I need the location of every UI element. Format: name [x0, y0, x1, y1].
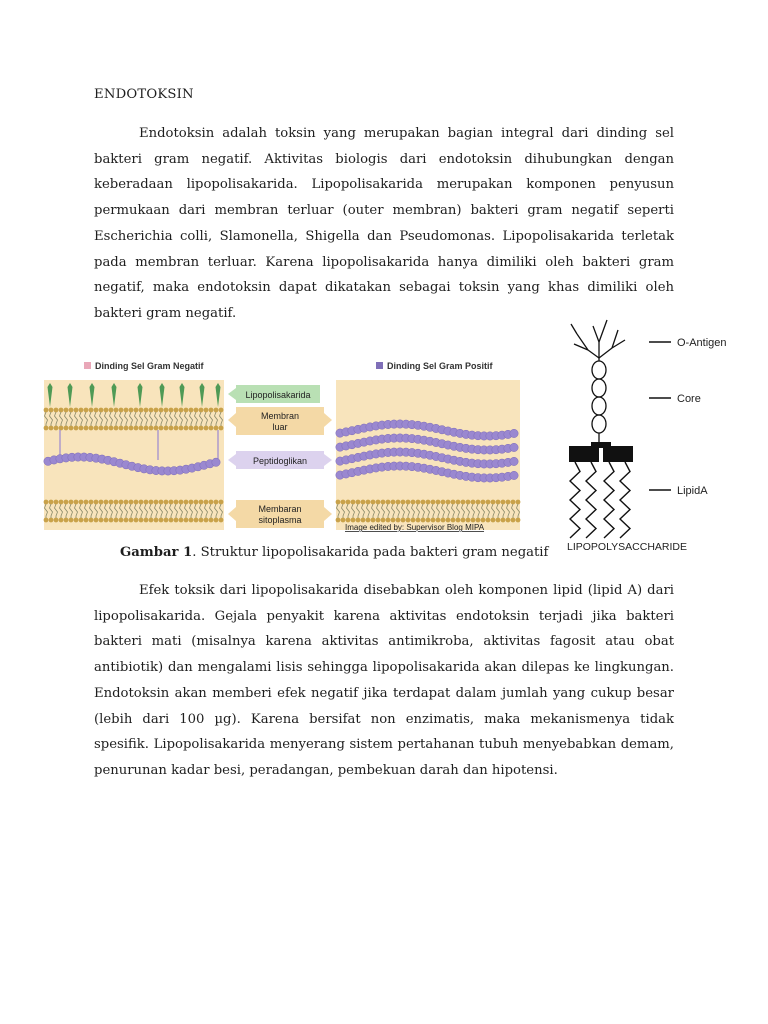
outer-lipid-head: [169, 426, 174, 431]
pos-cyto-lipid-head: [466, 518, 471, 523]
pos-cyto-lipid-head: [441, 518, 446, 523]
pos-cyto-lipid-head: [426, 500, 431, 505]
neg-cyto-lipid-head: [159, 518, 164, 523]
outer-lipid-head: [44, 408, 49, 413]
outer-lipid-head: [149, 426, 154, 431]
neg-cyto-lipid-head: [164, 500, 169, 505]
neg-cyto-lipid-head: [204, 518, 209, 523]
outer-lipid-head: [214, 408, 219, 413]
svg-text:LipidA: LipidA: [677, 485, 708, 497]
pos-cyto-lipid-head: [491, 518, 496, 523]
core-sugar-unit: [592, 397, 606, 415]
pos-cyto-lipid-head: [356, 500, 361, 505]
lps-title: LIPOPOLYSACCHARIDE: [567, 541, 688, 553]
pos-cyto-lipid-head: [456, 500, 461, 505]
outer-lipid-head: [104, 408, 109, 413]
pos-cyto-lipid-head: [481, 500, 486, 505]
pos-cyto-lipid-head: [441, 500, 446, 505]
pos-cyto-lipid-head: [386, 518, 391, 523]
pos-cyto-lipid-head: [361, 518, 366, 523]
pos-cyto-lipid-head: [411, 518, 416, 523]
pos-cyto-lipid-head: [501, 518, 506, 523]
neg-cyto-lipid-head: [209, 500, 214, 505]
neg-cyto-lipid-head: [69, 518, 74, 523]
outer-lipid-head: [134, 408, 139, 413]
pos-cyto-lipid-head: [406, 500, 411, 505]
pos-cyto-lipid-head: [351, 518, 356, 523]
outer-lipid-head: [139, 426, 144, 431]
neg-cyto-lipid-head: [109, 518, 114, 523]
outer-lipid-head: [109, 408, 114, 413]
outer-lipid-head: [184, 426, 189, 431]
outer-lipid-head: [204, 426, 209, 431]
neg-cyto-lipid-head: [94, 500, 99, 505]
pos-cyto-lipid-head: [416, 518, 421, 523]
outer-lipid-head: [94, 426, 99, 431]
pos-cyto-lipid-head: [336, 518, 341, 523]
outer-lipid-head: [124, 408, 129, 413]
neg-cyto-lipid-head: [69, 500, 74, 505]
neg-cyto-lipid-head: [54, 500, 59, 505]
outer-lipid-head: [134, 426, 139, 431]
label-o-antigen: [649, 337, 727, 349]
pos-cyto-lipid-head: [491, 500, 496, 505]
lipid-a-fatty-acid-tails: [570, 462, 630, 538]
pos-cyto-lipid-head: [391, 518, 396, 523]
pos-cyto-lipid-head: [496, 518, 501, 523]
neg-cyto-lipid-head: [49, 500, 54, 505]
pos-cyto-lipid-head: [471, 518, 476, 523]
pos-cyto-lipid-head: [376, 518, 381, 523]
legend-negative-swatch: [84, 362, 91, 369]
pos-cyto-lipid-head: [486, 518, 491, 523]
pos-cyto-lipid-head: [486, 500, 491, 505]
neg-cyto-lipid-head: [59, 518, 64, 523]
neg-cyto-lipid-head: [199, 500, 204, 505]
svg-text:luar: luar: [272, 422, 288, 432]
pos-cyto-lipid-head: [511, 500, 516, 505]
fatty-acid-tail: [570, 462, 580, 538]
outer-lipid-head: [179, 408, 184, 413]
fatty-acid-tail: [586, 462, 596, 538]
pos-cyto-lipid-head: [516, 500, 521, 505]
pos-cyto-lipid-head: [506, 500, 511, 505]
outer-lipid-head: [164, 408, 169, 413]
outer-lipid-head: [84, 426, 89, 431]
label-core: [649, 393, 701, 405]
legend-negative-label: Dinding Sel Gram Negatif: [95, 361, 204, 371]
outer-lipid-head: [64, 426, 69, 431]
outer-lipid-head: [154, 426, 159, 431]
neg-cyto-lipid-head: [194, 518, 199, 523]
outer-lipid-head: [119, 408, 124, 413]
outer-lipid-head: [49, 408, 54, 413]
pos-cyto-lipid-head: [376, 500, 381, 505]
outer-lipid-head: [59, 426, 64, 431]
outer-lipid-head: [209, 408, 214, 413]
neg-cyto-lipid-head: [44, 500, 49, 505]
label-lipid-a: [649, 485, 708, 497]
outer-lipid-head: [159, 408, 164, 413]
pos-cyto-lipid-head: [451, 500, 456, 505]
neg-cyto-lipid-head: [184, 500, 189, 505]
neg-cyto-lipid-head: [204, 500, 209, 505]
neg-cyto-lipid-head: [124, 500, 129, 505]
neg-cyto-lipid-head: [79, 518, 84, 523]
core-sugar-chain: [592, 358, 606, 442]
neg-cyto-lipid-head: [109, 500, 114, 505]
outer-lipid-head: [129, 426, 134, 431]
neg-cyto-lipid-head: [154, 500, 159, 505]
outer-lipid-head: [174, 426, 179, 431]
pos-cyto-lipid-head: [381, 500, 386, 505]
neg-cyto-lipid-head: [129, 500, 134, 505]
pos-cyto-lipid-head: [476, 500, 481, 505]
outer-lipid-head: [209, 426, 214, 431]
neg-cyto-lipid-head: [144, 518, 149, 523]
pos-cyto-lipid-head: [356, 518, 361, 523]
caption-label: Gambar 1: [120, 545, 193, 560]
neg-cyto-lipid-head: [194, 500, 199, 505]
cell-wall-diagram: [40, 352, 523, 532]
pos-cyto-lipid-head: [366, 518, 371, 523]
paragraph-intro-text: Endotoksin adalah toksin yang merupakan bagian integral dari dinding sel bakteri gram negatif. Aktivitas biologis dari endotoksin dihubungkan dengan keberadaan lipopolisakarida. Lipopolisakarida merupakan komponen penyusun permukaan dari membran terluar (outer membran) bakteri gram negatif seperti Escherichia colli, Slamonella, Shigella dan Pseudomonas. Lipopolisakarida terletak pada membran terluar. Karena lipopolisakarida hanya dimiliki oleh bakteri gram negatif, maka endotoksin dapat dikatakan sebagai toksin yang khas dimiliki oleh bakteri gram negatif.: [94, 126, 674, 321]
outer-lipid-head: [69, 426, 74, 431]
pos-cyto-lipid-head: [416, 500, 421, 505]
neg-cyto-lipid-head: [114, 500, 119, 505]
svg-text:sitoplasma: sitoplasma: [258, 515, 302, 525]
pos-cyto-lipid-head: [456, 518, 461, 523]
pos-cyto-lipid-head: [476, 518, 481, 523]
outer-lipid-head: [99, 426, 104, 431]
neg-cyto-lipid-head: [149, 518, 154, 523]
neg-cyto-lipid-head: [209, 518, 214, 523]
outer-lipid-head: [84, 408, 89, 413]
svg-text:Core: Core: [677, 393, 701, 405]
pos-cyto-lipid-head: [351, 500, 356, 505]
peptidoglycan-bead: [510, 457, 518, 465]
fatty-acid-tail: [620, 462, 630, 538]
outer-lipid-head: [189, 426, 194, 431]
neg-cyto-lipid-head: [104, 518, 109, 523]
neg-cyto-lipid-head: [84, 500, 89, 505]
neg-cyto-lipid-head: [129, 518, 134, 523]
pos-cyto-lipid-head: [421, 518, 426, 523]
outer-lipid-head: [159, 426, 164, 431]
outer-lipid-head: [74, 408, 79, 413]
neg-cyto-lipid-head: [49, 518, 54, 523]
outer-lipid-head: [124, 426, 129, 431]
neg-cyto-lipid-head: [44, 518, 49, 523]
neg-cyto-lipid-head: [104, 500, 109, 505]
label-lipopolisakarida: [228, 385, 320, 403]
pos-cyto-lipid-head: [336, 500, 341, 505]
neg-cyto-lipid-head: [89, 518, 94, 523]
outer-lipid-head: [169, 408, 174, 413]
outer-lipid-head: [179, 426, 184, 431]
core-sugar-unit: [592, 415, 606, 433]
outer-lipid-head: [129, 408, 134, 413]
outer-lipid-head: [194, 408, 199, 413]
outer-lipid-head: [79, 408, 84, 413]
outer-lipid-head: [154, 408, 159, 413]
document-title: ENDOTOKSIN: [94, 87, 194, 102]
neg-cyto-lipid-head: [64, 500, 69, 505]
outer-lipid-head: [114, 408, 119, 413]
outer-lipid-head: [144, 408, 149, 413]
outer-lipid-head: [144, 426, 149, 431]
peptidoglycan-bead: [510, 429, 518, 437]
neg-cyto-lipid-head: [169, 518, 174, 523]
pos-cyto-lipid-head: [436, 500, 441, 505]
neg-cyto-lipid-head: [214, 518, 219, 523]
outer-lipid-head: [109, 426, 114, 431]
pos-cyto-lipid-head: [451, 518, 456, 523]
neg-cyto-lipid-head: [219, 500, 224, 505]
neg-cyto-lipid-head: [174, 500, 179, 505]
neg-cyto-lipid-head: [99, 500, 104, 505]
neg-cyto-lipid-head: [154, 518, 159, 523]
lipid-a-block: [569, 442, 633, 462]
pos-cyto-lipid-head: [436, 518, 441, 523]
paragraph-effects: [94, 578, 674, 784]
pos-cyto-lipid-head: [371, 518, 376, 523]
neg-cyto-lipid-head: [134, 518, 139, 523]
svg-text:Membran: Membran: [260, 411, 300, 421]
outer-lipid-head: [114, 426, 119, 431]
outer-lipid-head: [89, 408, 94, 413]
neg-cyto-lipid-head: [179, 500, 184, 505]
svg-text:Peptidoglikan: Peptidoglikan: [252, 456, 308, 466]
outer-lipid-head: [149, 408, 154, 413]
pos-cyto-lipid-head: [361, 500, 366, 505]
pos-cyto-lipid-head: [496, 500, 501, 505]
neg-cyto-lipid-head: [219, 518, 224, 523]
outer-lipid-head: [104, 426, 109, 431]
label-peptidoglikan: [228, 451, 332, 469]
pos-cyto-lipid-head: [501, 500, 506, 505]
outer-lipid-head: [89, 426, 94, 431]
core-sugar-unit: [592, 379, 606, 397]
neg-cyto-lipid-head: [139, 518, 144, 523]
neg-cyto-lipid-head: [134, 500, 139, 505]
pos-cyto-lipid-head: [431, 518, 436, 523]
caption-text: . Struktur lipopolisakarida pada bakteri gram negatif: [192, 545, 549, 560]
neg-cyto-lipid-head: [114, 518, 119, 523]
neg-cyto-lipid-head: [94, 518, 99, 523]
neg-cyto-lipid-head: [179, 518, 184, 523]
pos-cyto-lipid-head: [461, 500, 466, 505]
neg-cyto-lipid-head: [99, 518, 104, 523]
outer-lipid-head: [174, 408, 179, 413]
outer-lipid-head: [199, 408, 204, 413]
pos-cyto-lipid-head: [391, 500, 396, 505]
neg-cyto-lipid-head: [54, 518, 59, 523]
label-membaran-sitoplasma: [228, 500, 332, 528]
outer-lipid-head: [219, 408, 224, 413]
pos-cyto-lipid-head: [396, 518, 401, 523]
pos-cyto-lipid-head: [431, 500, 436, 505]
paragraph-effects-text: Efek toksik dari lipopolisakarida disebabkan oleh komponen lipid (lipid A) dari lipopolisakarida. Gejala penyakit karena aktivitas endotoksin terjadi jika bakteri bakteri mati (misalnya karena aktivitas antimikroba, aktivitas fagosit atau obat antibiotik) dan mengalami lisis sehingga lipopolisakarida akan dilepas ke lingkungan. Endotoksin akan memberi efek negatif jika terdapat dalam jumlah yang cukup besar (lebih dari 100 µg). Karena bersifat non enzimatis, maka mekanismenya tidak spesifik. Lipopolisakarida menyerang sistem pertahanan tubuh menyebabkan demam, penurunan kadar besi, peradangan, pembekuan darah dan hipotensi.: [94, 583, 674, 778]
neg-cyto-lipid-head: [159, 500, 164, 505]
neg-cyto-lipid-head: [164, 518, 169, 523]
neg-cyto-lipid-head: [214, 500, 219, 505]
pos-cyto-lipid-head: [446, 518, 451, 523]
legend-positive-label: Dinding Sel Gram Positif: [387, 361, 493, 371]
neg-cyto-lipid-head: [199, 518, 204, 523]
pos-cyto-lipid-head: [386, 500, 391, 505]
outer-lipid-head: [119, 426, 124, 431]
pos-cyto-lipid-head: [401, 500, 406, 505]
neg-cyto-lipid-head: [124, 518, 129, 523]
image-credit: Image edited by: Supervisor Blog MIPA: [345, 523, 485, 532]
outer-lipid-head: [54, 426, 59, 431]
neg-cyto-lipid-head: [189, 518, 194, 523]
pos-cyto-lipid-head: [406, 518, 411, 523]
pos-cyto-lipid-head: [346, 518, 351, 523]
pos-cyto-lipid-head: [346, 500, 351, 505]
o-antigen-branches-icon: [571, 320, 625, 358]
outer-lipid-head: [69, 408, 74, 413]
lps-structure-diagram: [555, 312, 755, 556]
neg-cyto-lipid-head: [89, 500, 94, 505]
neg-cyto-lipid-head: [74, 518, 79, 523]
peptidoglycan-bead: [510, 443, 518, 451]
pos-cyto-lipid-head: [461, 518, 466, 523]
outer-lipid-head: [94, 408, 99, 413]
outer-lipid-head: [54, 408, 59, 413]
neg-cyto-lipid-head: [64, 518, 69, 523]
pos-cyto-lipid-head: [506, 518, 511, 523]
pos-cyto-lipid-head: [381, 518, 386, 523]
neg-cyto-lipid-head: [174, 518, 179, 523]
neg-cyto-lipid-head: [119, 500, 124, 505]
peptidoglycan-bead: [510, 471, 518, 479]
pos-cyto-lipid-head: [481, 518, 486, 523]
pos-cyto-lipid-head: [516, 518, 521, 523]
outer-lipid-head: [204, 408, 209, 413]
neg-cyto-lipid-head: [184, 518, 189, 523]
outer-lipid-head: [184, 408, 189, 413]
outer-lipid-head: [44, 426, 49, 431]
svg-text:O-Antigen: O-Antigen: [677, 337, 727, 349]
pos-cyto-lipid-head: [371, 500, 376, 505]
outer-lipid-head: [194, 426, 199, 431]
legend-positive-swatch: [376, 362, 383, 369]
core-sugar-unit: [592, 361, 606, 379]
pos-cyto-lipid-head: [426, 518, 431, 523]
pos-cyto-lipid-head: [446, 500, 451, 505]
paragraph-intro: [94, 121, 674, 327]
neg-cyto-lipid-head: [74, 500, 79, 505]
outer-lipid-head: [49, 426, 54, 431]
outer-lipid-head: [189, 408, 194, 413]
label-membran-luar: [228, 407, 332, 435]
peptidoglycan-bead: [212, 458, 220, 466]
pos-cyto-lipid-head: [396, 500, 401, 505]
pos-cyto-lipid-head: [466, 500, 471, 505]
svg-text:Lipopolisakarida: Lipopolisakarida: [245, 390, 311, 400]
pos-cyto-lipid-head: [341, 518, 346, 523]
figure-caption: [120, 545, 548, 560]
fatty-acid-tail: [604, 462, 614, 538]
neg-cyto-lipid-head: [169, 500, 174, 505]
neg-cyto-lipid-head: [84, 518, 89, 523]
outer-lipid-head: [99, 408, 104, 413]
outer-lipid-head: [214, 426, 219, 431]
neg-cyto-lipid-head: [59, 500, 64, 505]
outer-lipid-head: [164, 426, 169, 431]
pos-cyto-lipid-head: [401, 518, 406, 523]
outer-lipid-head: [79, 426, 84, 431]
pos-cyto-lipid-head: [411, 500, 416, 505]
pos-cyto-lipid-head: [341, 500, 346, 505]
neg-cyto-lipid-head: [144, 500, 149, 505]
pos-cyto-lipid-head: [471, 500, 476, 505]
outer-lipid-head: [74, 426, 79, 431]
outer-lipid-head: [64, 408, 69, 413]
svg-text:Membaran: Membaran: [258, 504, 302, 514]
neg-cyto-lipid-head: [149, 500, 154, 505]
neg-cyto-lipid-head: [189, 500, 194, 505]
neg-cyto-lipid-head: [139, 500, 144, 505]
neg-cyto-lipid-head: [79, 500, 84, 505]
pos-cyto-lipid-head: [421, 500, 426, 505]
outer-lipid-head: [219, 426, 224, 431]
neg-cyto-lipid-head: [119, 518, 124, 523]
pos-cyto-lipid-head: [366, 500, 371, 505]
outer-lipid-head: [139, 408, 144, 413]
pos-cyto-lipid-head: [511, 518, 516, 523]
outer-lipid-head: [59, 408, 64, 413]
outer-lipid-head: [199, 426, 204, 431]
